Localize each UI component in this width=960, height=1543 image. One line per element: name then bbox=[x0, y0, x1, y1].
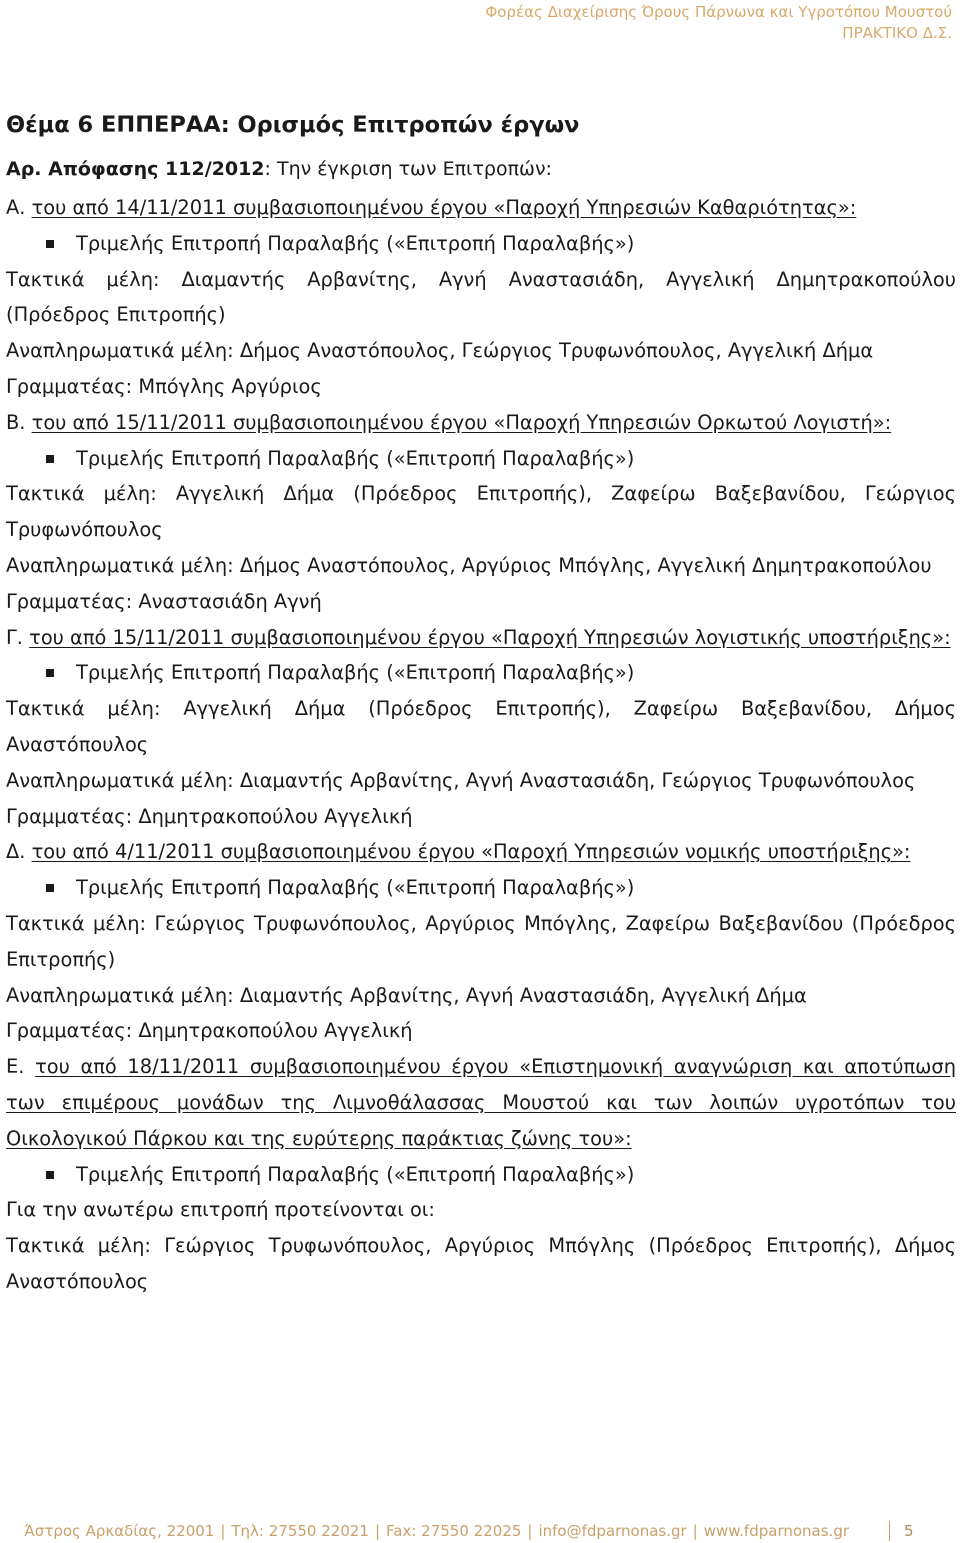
header-organization: Φορέας Διαχείρισης Όρους Πάρνωνα και Υγροτόπου Μουστού bbox=[485, 3, 952, 21]
decision-number: Αρ. Απόφασης 112/2012 bbox=[6, 158, 265, 180]
committee-bullet: Τριμελής Επιτροπή Παραλαβής («Επιτροπή Παραλαβής») bbox=[6, 870, 956, 906]
project-title: του από 15/11/2011 συμβασιοποιημένου έργου «Παροχή Υπηρεσιών λογιστικής υποστήριξης»: bbox=[29, 625, 951, 649]
page-title: Θέμα 6 ΕΠΠΕΡΑΑ: Ορισμός Επιτροπών έργων bbox=[6, 112, 580, 138]
alternate-members: Αναπληρωματικά μέλη: Διαμαντής Αρβανίτης, Αγνή Αναστασιάδη, Γεώργιος Τρυφωνόπουλος bbox=[6, 768, 916, 792]
footer-address: Άστρος Αρκαδίας, 22001 bbox=[24, 1522, 215, 1540]
section-heading: Ε. του από 18/11/2011 συμβασιοποιημένου έργου «Επιστημονική αναγνώριση και αποτύπωση των επιμέρους μονάδων της Λιμνοθάλασσας Μουστού και των λοιπών υγροτόπων του Οικολογικού Πάρκου και της ευρύτερης παράκτιας ζώνης του»: bbox=[6, 1055, 956, 1150]
regular-members: Τακτικά μέλη: Γεώργιος Τρυφωνόπουλος, Αργύριος Μπόγλης, Ζαφείρω Βαξεβανίδου (Πρόεδρος Επιτροπής) bbox=[6, 911, 956, 971]
footer-phone: Τηλ: 27550 22021 bbox=[231, 1522, 369, 1540]
page-footer: Άστρος Αρκαδίας, 22001 | Τηλ: 27550 22021 | Fax: 27550 22025 | info@fdparnonas.gr | www.fdparnonas.gr 5 bbox=[24, 1522, 914, 1540]
page-number: 5 bbox=[889, 1521, 914, 1541]
decision-line bbox=[6, 158, 552, 180]
section-heading: Α. του από 14/11/2011 συμβασιοποιημένου έργου «Παροχή Υπηρεσιών Καθαριότητας»: bbox=[6, 196, 857, 219]
header-document-type: ΠΡΑΚΤΙΚΟ Δ.Σ. bbox=[842, 24, 952, 42]
secretary: Γραμματέας: Δημητρακοπούλου Αγγελική bbox=[6, 1019, 413, 1043]
committee-bullet: Τριμελής Επιτροπή Παραλαβής («Επιτροπή Παραλαβής») bbox=[6, 226, 956, 262]
decision-text: : Την έγκριση των Επιτροπών: bbox=[264, 158, 552, 180]
regular-members: Τακτικά μέλη: Αγγελική Δήμα (Πρόεδρος Επιτροπής), Ζαφείρω Βαξεβανίδου, Γεώργιος Τρυφωνόπουλος bbox=[6, 482, 956, 542]
project-title: του από 4/11/2011 συμβασιοποιημένου έργου «Παροχή Υπηρεσιών νομικής υποστήριξης»: bbox=[31, 840, 911, 864]
alternate-members: Αναπληρωματικά μέλη: Δήμος Αναστόπουλος, Αργύριος Μπόγλης, Αγγελική Δημητρακοπούλου bbox=[6, 553, 932, 577]
alternate-members: Αναπληρωματικά μέλη: Δήμος Αναστόπουλος, Γεώργιος Τρυφωνόπουλος, Αγγελική Δήμα bbox=[6, 339, 874, 363]
committee-bullet: Τριμελής Επιτροπή Παραλαβής («Επιτροπή Παραλαβής») bbox=[6, 441, 956, 477]
section-heading: Γ. του από 15/11/2011 συμβασιοποιημένου έργου «Παροχή Υπηρεσιών λογιστικής υποστήριξης»: bbox=[6, 625, 951, 649]
section-heading: Β. του από 15/11/2011 συμβασιοποιημένου έργου «Παροχή Υπηρεσιών Ορκωτού Λογιστή»: bbox=[6, 410, 892, 434]
project-title: του από 14/11/2011 συμβασιοποιημένου έργου «Παροχή Υπηρεσιών Καθαριότητας»: bbox=[31, 196, 857, 219]
secretary: Γραμματέας: Δημητρακοπούλου Αγγελική bbox=[6, 804, 413, 828]
footer-fax: Fax: 27550 22025 bbox=[386, 1522, 522, 1540]
committee-bullet: Τριμελής Επιτροπή Παραλαβής («Επιτροπή Παραλαβής») bbox=[6, 1157, 956, 1193]
project-title: του από 18/11/2011 συμβασιοποιημένου έργου «Επιστημονική αναγνώριση και αποτύπωση των επιμέρους μονάδων της Λιμνοθάλασσας Μουστού και των λοιπών υγροτόπων του Οικολογικού Πάρκου και της ευρύτερης παράκτιας ζώνης του»: bbox=[6, 1055, 956, 1150]
document-body bbox=[6, 190, 956, 1300]
secretary: Γραμματέας: Μπόγλης Αργύριος bbox=[6, 374, 322, 398]
project-title: του από 15/11/2011 συμβασιοποιημένου έργου «Παροχή Υπηρεσιών Ορκωτού Λογιστή»: bbox=[31, 410, 892, 434]
committee-bullet: Τριμελής Επιτροπή Παραλαβής («Επιτροπή Παραλαβής») bbox=[6, 655, 956, 691]
regular-members: Τακτικά μέλη: Αγγελική Δήμα (Πρόεδρος Επιτροπής), Ζαφείρω Βαξεβανίδου, Δήμος Αναστόπουλος bbox=[6, 697, 956, 756]
footer-website: www.fdparnonas.gr bbox=[703, 1522, 850, 1540]
alternate-members: Αναπληρωματικά μέλη: Διαμαντής Αρβανίτης, Αγνή Αναστασιάδη, Αγγελική Δήμα bbox=[6, 983, 807, 1007]
regular-members: Τακτικά μέλη: Διαμαντής Αρβανίτης, Αγνή Αναστασιάδη, Αγγελική Δημητρακοπούλου (Πρόεδρος Επιτροπής) bbox=[6, 267, 956, 327]
regular-members: Τακτικά μέλη: Γεώργιος Τρυφωνόπουλος, Αργύριος Μπόγλης (Πρόεδρος Επιτροπής), Δήμος Αναστόπουλος bbox=[6, 1234, 956, 1293]
section-heading: Δ. του από 4/11/2011 συμβασιοποιημένου έργου «Παροχή Υπηρεσιών νομικής υποστήριξης»: bbox=[6, 840, 911, 864]
proposal-line: Για την ανωτέρω επιτροπή προτείνονται οι: bbox=[6, 1198, 435, 1222]
footer-email: info@fdparnonas.gr bbox=[538, 1522, 687, 1540]
secretary: Γραμματέας: Αναστασιάδη Αγνή bbox=[6, 589, 322, 613]
